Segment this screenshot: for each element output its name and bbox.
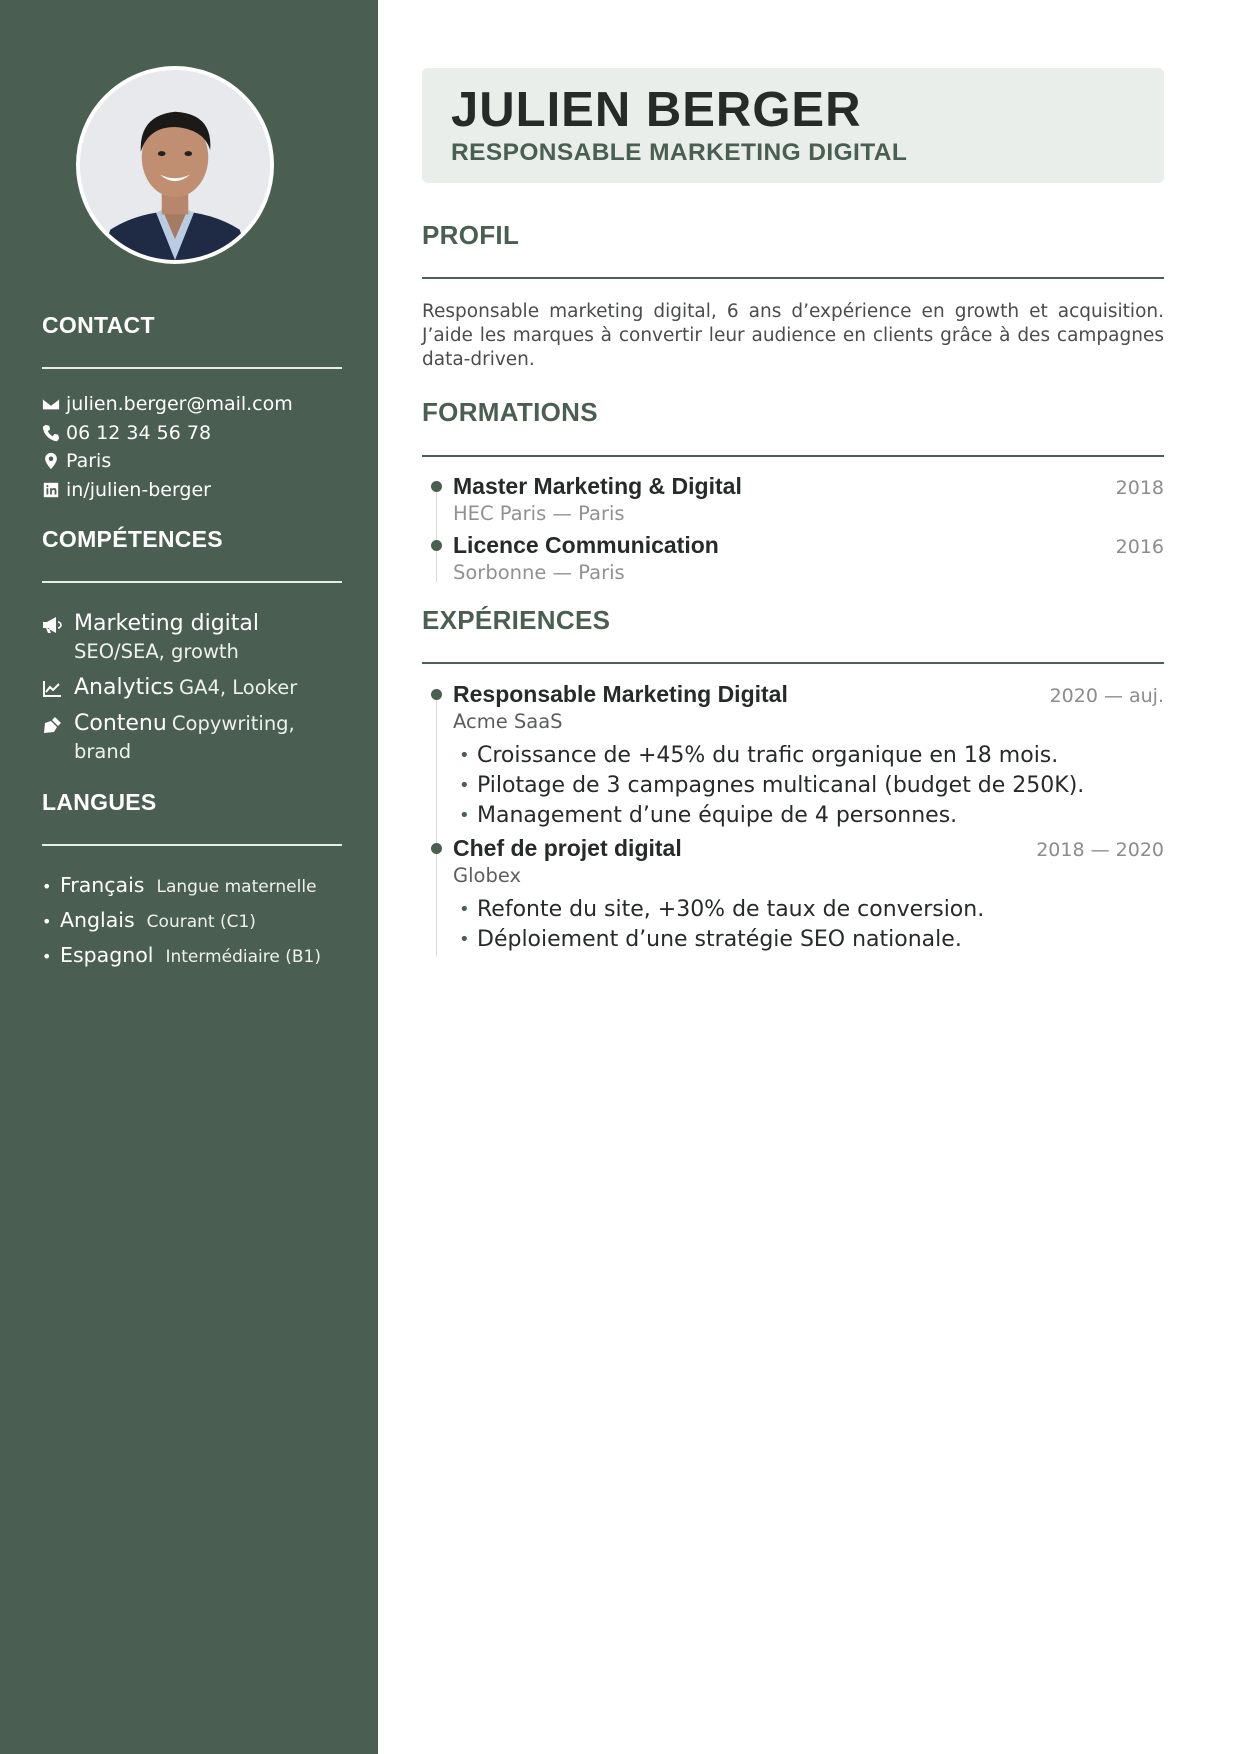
language-name: Français [60,873,145,897]
bullet-icon: • [459,899,470,920]
envelope-icon [42,395,66,413]
task-item [453,925,1164,955]
experience-entry [422,681,1164,835]
person-name: JULIEN BERGER [451,83,862,137]
role-dates: 2020 — auj. [1049,685,1164,707]
company-name: Globex [453,864,522,887]
portrait-image [80,70,270,260]
task-text: Déploiement d’une stratégie SEO nationale. [477,927,962,952]
profile-divider [422,277,1164,279]
language-level: Langue maternelle [156,877,317,897]
education-entry [422,473,1164,532]
education-timeline [422,473,1164,582]
bullet-icon: • [459,805,470,826]
job-title: RESPONSABLE MARKETING DIGITAL [451,139,908,166]
language-name: Anglais [60,908,135,932]
skill-detail: Copywriting, brand [74,712,295,763]
timeline-dot [431,540,442,551]
skills-list [42,610,342,774]
bullet-icon: • [459,929,470,950]
experience-title: EXPÉRIENCES [422,605,611,635]
language-level: Intermédiaire (B1) [165,947,321,967]
contact-divider [42,367,342,369]
profile-text: Responsable marketing digital, 6 ans d’expérience en growth et acquisition. J’aide les marques à convertir leur audience en clients grâce à des campagnes data-driven. [422,301,1164,370]
contact-title: CONTACT [42,312,155,338]
experience-entry [422,835,1164,955]
task-text: Croissance de +45% du trafic organique en 18 mois. [477,743,1059,768]
skill-item [42,710,342,766]
bullet-icon: • [42,877,52,896]
task-text: Management d’une équipe de 4 personnes. [477,803,958,828]
bullet-icon: • [42,912,52,931]
skill-detail: GA4, Looker [179,676,298,699]
skills-divider [42,581,342,583]
degree-title: Master Marketing & Digital [453,473,742,499]
contact-section [42,312,342,369]
contact-list [42,390,352,504]
task-list [453,895,1164,955]
contact-phone[interactable] [42,419,352,448]
language-item [42,943,352,978]
task-item [453,895,1164,925]
language-name: Espagnol [60,943,154,967]
experience-divider [422,662,1164,664]
skill-name: Analytics [74,675,174,700]
pen-nib-icon [42,715,62,733]
role-title: Responsable Marketing Digital [453,681,788,707]
skills-section [42,526,342,583]
role-title: Chef de projet digital [453,835,682,861]
bullet-icon: • [459,775,470,796]
education-title: FORMATIONS [422,397,598,427]
experience-timeline [422,681,1164,956]
education-divider [422,455,1164,457]
bullet-icon: • [459,745,470,766]
language-item [42,908,352,943]
skills-title: COMPÉTENCES [42,526,223,552]
skill-item [42,674,342,702]
company-name: Acme SaaS [453,710,563,733]
timeline-dot [431,843,442,854]
phone-icon [42,424,66,442]
name-header [422,68,1164,183]
linkedin-text: in/julien-berger [66,478,211,501]
megaphone-icon [42,615,62,633]
task-text: Pilotage de 3 campagnes multicanal (budget de 250K). [477,773,1085,798]
languages-list [42,873,352,978]
linkedin-icon [42,481,66,499]
skill-name: Marketing digital [74,611,260,636]
degree-year: 2016 [1115,536,1164,558]
phone-text: 06 12 34 56 78 [66,421,212,444]
school-name: HEC Paris — Paris [453,502,625,525]
line-chart-icon [42,679,62,697]
contact-email[interactable] [42,390,352,419]
contact-linkedin[interactable] [42,476,352,505]
profile-title: PROFIL [422,220,520,250]
location-text: Paris [66,450,112,473]
school-name: Sorbonne — Paris [453,561,625,584]
skill-name: Contenu [74,711,167,736]
sidebar [0,0,378,1754]
bullet-icon: • [42,947,52,966]
languages-divider [42,844,342,846]
degree-year: 2018 [1115,477,1164,499]
task-item [453,771,1164,801]
education-entry [422,532,1164,584]
map-pin-icon [42,452,66,470]
degree-title: Licence Communication [453,532,719,558]
email-text: julien.berger@mail.com [66,393,293,416]
task-item [453,741,1164,771]
task-list [453,741,1164,831]
contact-location [42,447,352,476]
role-dates: 2018 — 2020 [1036,839,1164,861]
skill-item [42,610,342,666]
language-level: Courant (C1) [146,912,256,932]
language-item [42,873,352,908]
skill-detail: SEO/SEA, growth [74,640,239,663]
languages-section [42,789,342,846]
timeline-dot [431,481,442,492]
timeline-dot [431,689,442,700]
profile-photo [76,66,274,264]
task-item [453,801,1164,831]
languages-title: LANGUES [42,789,157,815]
task-text: Refonte du site, +30% de taux de conversion. [477,897,985,922]
